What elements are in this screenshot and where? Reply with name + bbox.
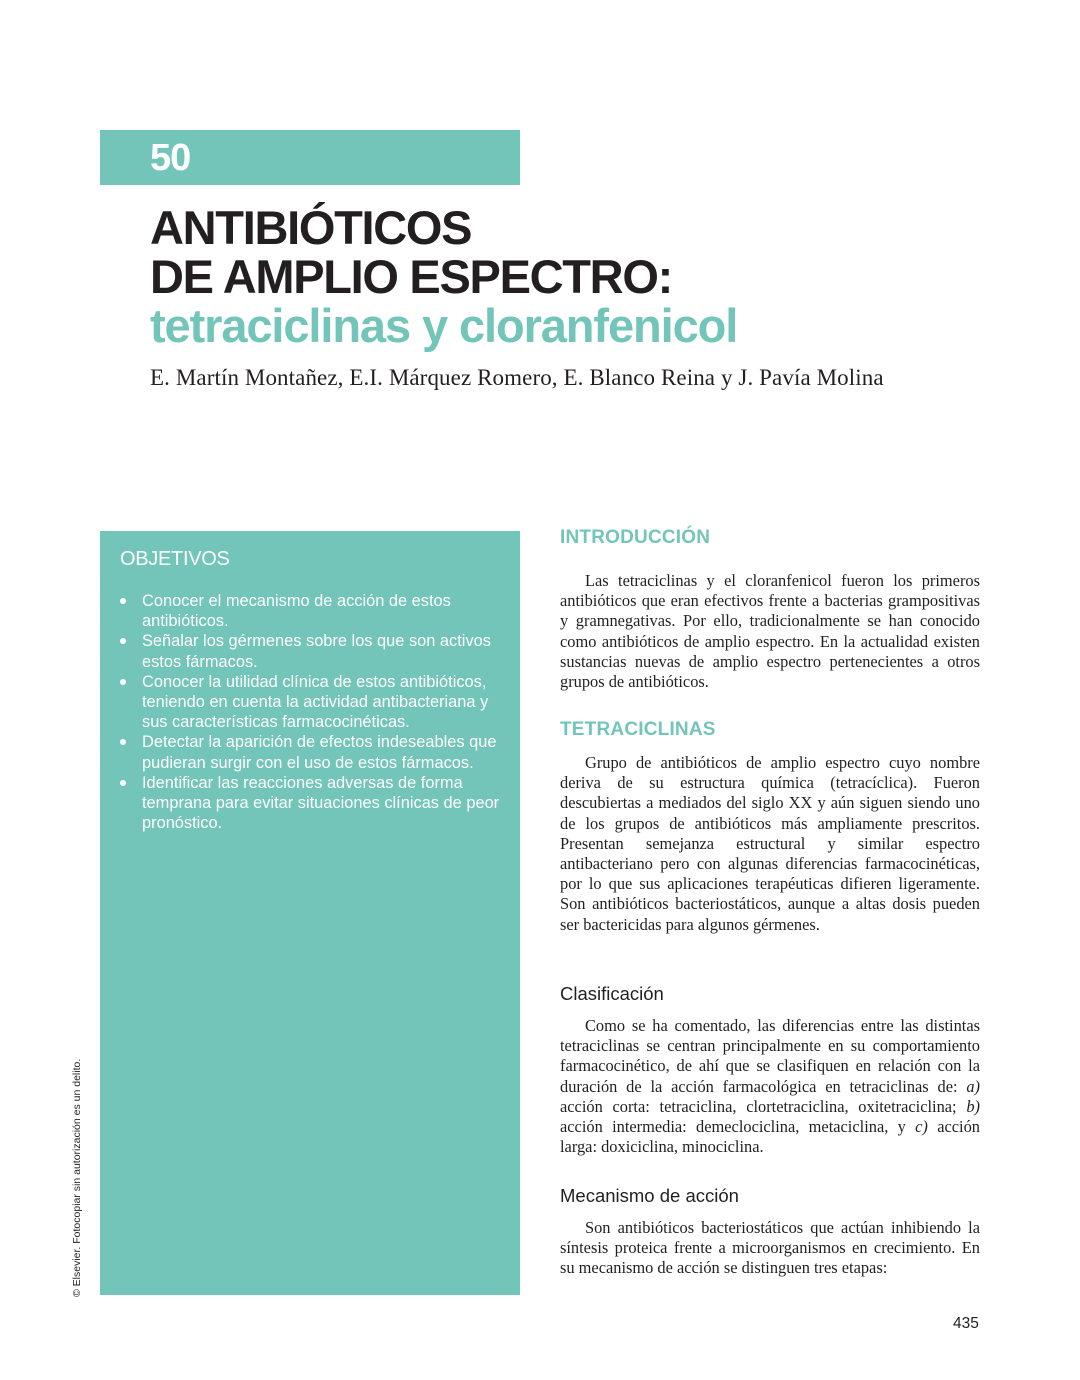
paragraph-introduccion: Las tetraciclinas y el cloranfenicol fueron los primeros antibióticos que eran efectivos frente a bacterias grampositivas y gramnegativas. Por ello, tradicionalmente se han conocido como antibióticos de amplio espectro. En la actualidad existen sustancias nuevas de amplio espectro pertenecientes a otros grupos de antibióticos. (560, 571, 980, 692)
heading-mecanismo: Mecanismo de acción (560, 1185, 739, 1206)
chapter-title-line-1: ANTIBIÓTICOS (150, 201, 472, 254)
paragraph-mecanismo: Son antibióticos bacteriostáticos que actúan inhibiendo la síntesis proteica frente a microorganismos en crecimiento. En su mecanismo de acción se distinguen tres etapas: (560, 1218, 980, 1278)
objective-item: Conocer la utilidad clínica de estos antibióticos, teniendo en cuenta la actividad antibacteriana y sus características farmacocinéticas. (120, 672, 500, 733)
paragraph-clasificacion: Como se ha comentado, las diferencias entre las distintas tetraciclinas se centran principalmente en su comportamiento farmacocinético, de ahí que se clasifiquen en relación con la duración de la acción farmacológica en tetraciclinas de: a) acción corta: tetraciclina, clortetraciclina, oxitetraciclina; b) acción intermedia: demeclociclina, metaciclina, y c) acción larga: doxiciclina, minociclina. (560, 1016, 980, 1157)
bullet-icon (120, 638, 126, 644)
objectives-title: OBJETIVOS (120, 548, 230, 570)
objective-item: Identificar las reacciones adversas de forma temprana para evitar situaciones clínicas de peor pronóstico. (120, 773, 500, 834)
bullet-icon (120, 679, 126, 685)
objective-item: Conocer el mecanismo de acción de estos antibióticos. (120, 591, 500, 631)
objective-item: Señalar los gérmenes sobre los que son activos estos fármacos. (120, 631, 500, 671)
bullet-icon (120, 739, 126, 745)
bullet-icon (120, 598, 126, 604)
bullet-icon (120, 780, 126, 786)
authors: E. Martín Montañez, E.I. Márquez Romero, E. Blanco Reina y J. Pavía Molina (150, 365, 884, 390)
heading-introduccion: INTRODUCCIÓN (560, 527, 711, 548)
objectives-box (100, 531, 520, 1295)
chapter-number: 50 (150, 137, 191, 179)
paragraph-tetraciclinas: Grupo de antibióticos de amplio espectro cuyo nombre deriva de su estructura química (tetracíclica). Fueron descubiertas a mediados del siglo XX y aún siguen siendo uno de los grupos de antibióticos más ampliamente prescritos. Presentan semejanza estructural y similar espectro antibacteriano pero con algunas diferencias farmacocinéticas, por lo que sus aplicaciones terapéuticas difieren ligeramente. Son antibióticos bacteriostáticos, aunque a altas dosis pueden ser bactericidas para algunos gérmenes. (560, 753, 980, 934)
page-number: 435 (953, 1315, 979, 1332)
copyright-notice: © Elsevier. Fotocopiar sin autorización es un delito. (71, 1058, 83, 1297)
chapter-title (150, 203, 1010, 350)
chapter-number-bar (100, 130, 520, 185)
objective-item: Detectar la aparición de efectos indeseables que pudieran surgir con el uso de estos fármacos. (120, 732, 500, 772)
objectives-list (120, 591, 500, 833)
heading-tetraciclinas: TETRACICLINAS (560, 719, 716, 740)
chapter-subtitle: tetraciclinas y cloranfenicol (150, 299, 738, 352)
chapter-title-line-2: DE AMPLIO ESPECTRO: (150, 250, 672, 303)
heading-clasificacion: Clasificación (560, 983, 664, 1004)
